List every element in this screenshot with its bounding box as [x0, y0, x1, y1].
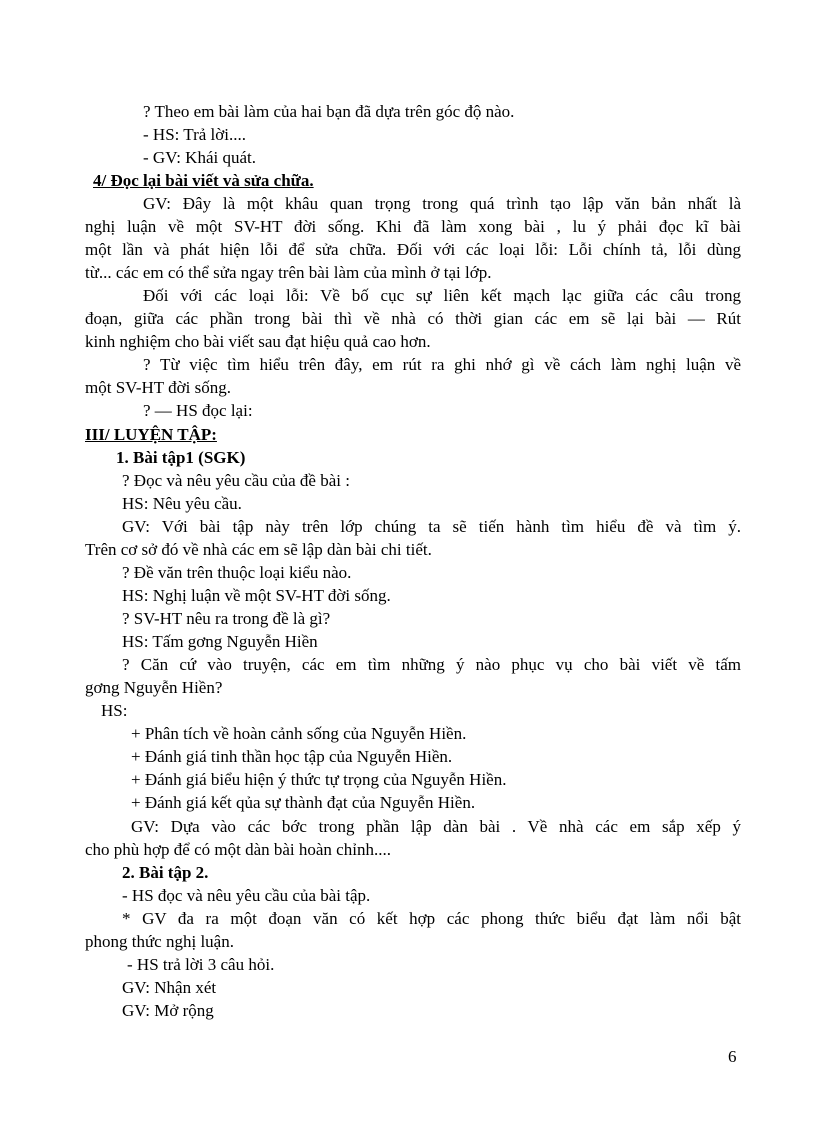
student-answer-line: HS: Tấm gơng Nguyễn Hiền — [122, 632, 318, 651]
paragraph-line: ? Từ việc tìm hiểu trên đây, em rút ra ghi nhớ gì về cách làm nghị luận về — [143, 355, 741, 374]
list-item: + Đánh giá kết qủa sự thành đạt của Nguyễn Hiền. — [131, 793, 476, 812]
question-line: ? — HS đọc lại: — [143, 401, 253, 420]
paragraph-line: phong thức nghị luận. — [85, 932, 234, 951]
question-line: ? Đọc và nêu yêu cầu của đề bài : — [122, 471, 350, 490]
paragraph-line: một SV-HT đời sống. — [85, 378, 231, 397]
paragraph-line: cho phù hợp để có một dàn bài hoàn chỉnh.... — [85, 840, 391, 859]
paragraph-line: GV: Đây là một khâu quan trọng trong quá trình tạo lập văn bản nhất là — [143, 194, 741, 213]
section-heading: III/ LUYỆN TẬP: — [85, 425, 217, 444]
paragraph-line: đoạn, giữa các phần trong bài thì về nhà có thời gian các em sẽ lại bài — Rút — [85, 309, 741, 328]
question-line: ? Căn cứ vào truyện, các em tìm những ý nào phục vụ cho bài viết về tấm — [122, 655, 741, 674]
list-item: + Đánh giá tinh thần học tập của Nguyễn Hiền. — [131, 747, 453, 766]
list-item: + Đánh giá biểu hiện ý thức tự trọng của Nguyễn Hiền. — [131, 770, 507, 789]
paragraph-line: GV: Với bài tập này trên lớp chúng ta sẽ tiến hành tìm hiểu đề và tìm ý. — [122, 517, 741, 536]
paragraph-line: Đối với các loại lỗi: Về bố cục sự liên kết mạch lạc giữa các câu trong — [143, 286, 741, 305]
teacher-line: GV: Nhận xét — [122, 978, 217, 997]
exercise-heading: 1. Bài tập1 (SGK) — [116, 448, 246, 467]
teacher-line: GV: Mở rộng — [122, 1001, 214, 1020]
paragraph-line: GV: Dựa vào các bớc trong phần lập dàn bài . Về nhà các em sắp xếp ý — [131, 817, 741, 836]
student-answer-line: HS: Nêu yêu cầu. — [122, 494, 242, 513]
question-line: ? Theo em bài làm của hai bạn đã dựa trên góc độ nào. — [143, 102, 515, 121]
page-number: 6 — [728, 1047, 737, 1066]
list-item: + Phân tích về hoàn cảnh sống của Nguyễn Hiền. — [131, 724, 467, 743]
question-line: ? SV-HT nêu ra trong đề là gì? — [122, 609, 331, 628]
paragraph-line: kinh nghiệm cho bài viết sau đạt hiệu quả cao hơn. — [85, 332, 431, 351]
question-line: gơng Nguyễn Hiền? — [85, 678, 223, 697]
teacher-line: - GV: Khái quát. — [143, 148, 256, 167]
student-answer-line: - HS trả lời 3 câu hỏi. — [127, 955, 275, 974]
paragraph-line: nghị luận về một SV-HT đời sống. Khi đã làm xong bài , lu ý phải đọc kĩ bài — [85, 217, 741, 236]
paragraph-line: Trên cơ sở đó về nhà các em sẽ lập dàn bài chi tiết. — [85, 540, 432, 559]
student-answer-line: - HS: Trả lời.... — [143, 125, 246, 144]
paragraph-line: - HS đọc và nêu yêu cầu của bài tập. — [122, 886, 371, 905]
student-answer-line: HS: Nghị luận về một SV-HT đời sống. — [122, 586, 391, 605]
exercise-heading: 2. Bài tập 2. — [122, 863, 209, 882]
student-answer-line: HS: — [101, 701, 128, 720]
paragraph-line: từ... các em có thể sửa ngay trên bài làm của mình ở tại lớp. — [85, 263, 492, 282]
question-line: ? Đề văn trên thuộc loại kiểu nào. — [122, 563, 352, 582]
section-heading: 4/ Đọc lại bài viết và sửa chữa. — [93, 171, 314, 190]
paragraph-line: một lần và phát hiện lỗi để sửa chữa. Đối với các loại lỗi: Lỗi chính tả, lỗi dùng — [85, 240, 741, 259]
paragraph-line: * GV đa ra một đoạn văn có kết hợp các phong thức biểu đạt làm nổi bật — [122, 909, 741, 928]
